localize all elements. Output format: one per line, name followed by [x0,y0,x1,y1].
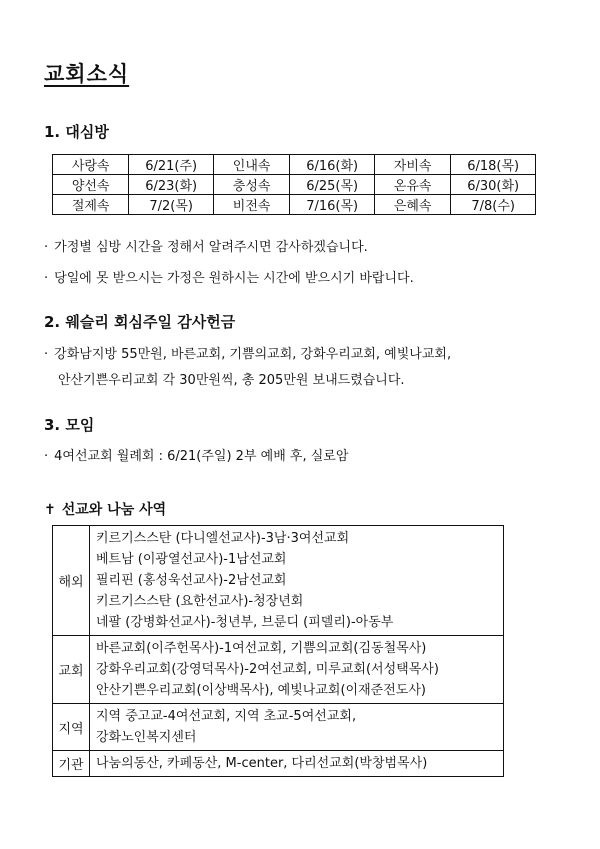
mission-entry: 필리핀 (홍성욱선교사)-2남선교회 [96,573,287,588]
visit-date: 6/16(화) [290,155,375,175]
visit-date: 7/16(목) [290,195,375,215]
mission-entry: 나눔의동산, 카페동산, M-center, 다리선교회(박창범목사) [96,756,428,771]
visitation-schedule-table [52,154,536,215]
section-visitation-heading: 1. 대심방 [44,123,109,141]
table-row [53,636,504,704]
offering-note [44,342,451,368]
page-title: 교회소식 [44,62,130,86]
mission-category: 기관 [53,751,90,777]
mission-entries [90,704,504,751]
section-offering-heading: 2. 웨슬리 회심주일 감사헌금 [44,313,236,331]
mission-heading-text: 선교와 나눔 사역 [61,502,167,518]
note-text: 4여선교회 월례회 : 6/21(주일) 2부 예배 후, 실로암 [54,449,349,464]
mission-entry: 베트남 (이광열선교사)-1남선교회 [96,552,287,567]
mission-category: 지역 [53,704,90,751]
mission-entry: 안산기쁜우리교회(이상백목사), 예빛나교회(이재준전도사) [96,683,426,698]
table-row [53,195,536,215]
mission-entry: 강화우리교회(강영덕목사)-2여선교회, 미루교회(서성택목사) [96,662,439,677]
visit-date: 6/18(목) [451,155,536,175]
bullet-dot-icon: · [44,449,49,464]
mission-category: 해외 [53,526,90,636]
mission-entry: 키르기스스탄 (요한선교사)-청장년회 [96,594,304,609]
visit-date: 7/8(수) [451,195,536,215]
visit-date: 6/21(주) [129,155,214,175]
group-name: 비전속 [213,195,289,215]
group-name: 온유속 [374,175,450,195]
mission-entry: 네팔 (강병화선교사)-청년부, 브룬디 (피델리)-아동부 [96,615,394,630]
visit-date: 6/30(화) [451,175,536,195]
mission-entry: 키르기스스탄 (다니엘선교사)-3남·3여선교회 [96,531,350,546]
group-name: 자비속 [374,155,450,175]
section-meeting-heading: 3. 모임 [44,416,95,434]
mission-entry: 바른교회(이주헌목사)-1여선교회, 기쁨의교회(김동철목사) [96,641,427,656]
visit-date: 7/2(목) [129,195,214,215]
bullet-dot-icon: · [44,347,49,362]
group-name: 양선속 [53,175,129,195]
table-row [53,155,536,175]
meeting-note [44,444,348,470]
mission-entry: 지역 중고교-4여선교회, 지역 초교-5여선교회, [96,709,357,724]
visitation-note-1 [44,235,368,261]
mission-entry: 강화노인복지센터 [96,730,197,745]
mission-category: 교회 [53,636,90,704]
offering-note-continued: 안산기쁜우리교회 각 30만원씩, 총 205만원 보내드렸습니다. [58,373,405,388]
group-name: 절제속 [53,195,129,215]
visitation-note-2 [44,266,414,292]
table-row [53,175,536,195]
visit-date: 6/23(화) [129,175,214,195]
group-name: 충성속 [213,175,289,195]
mission-entries [90,636,504,704]
mission-entries [90,751,504,777]
group-name: 은혜속 [374,195,450,215]
mission-heading [44,499,166,519]
note-text: 가정별 심방 시간을 정해서 알려주시면 감사하겠습니다. [54,240,368,255]
mission-table [52,525,504,777]
cross-icon: ✝ [44,502,56,518]
table-row [53,704,504,751]
table-row [53,751,504,777]
visit-date: 6/25(목) [290,175,375,195]
bullet-dot-icon: · [44,240,49,255]
table-row [53,526,504,636]
note-text: 강화남지방 55만원, 바른교회, 기쁨의교회, 강화우리교회, 예빛나교회, [54,347,452,362]
group-name: 인내속 [213,155,289,175]
mission-entries [90,526,504,636]
note-text: 당일에 못 받으시는 가정은 원하시는 시간에 받으시기 바랍니다. [54,271,414,286]
bullet-dot-icon: · [44,271,49,286]
group-name: 사랑속 [53,155,129,175]
